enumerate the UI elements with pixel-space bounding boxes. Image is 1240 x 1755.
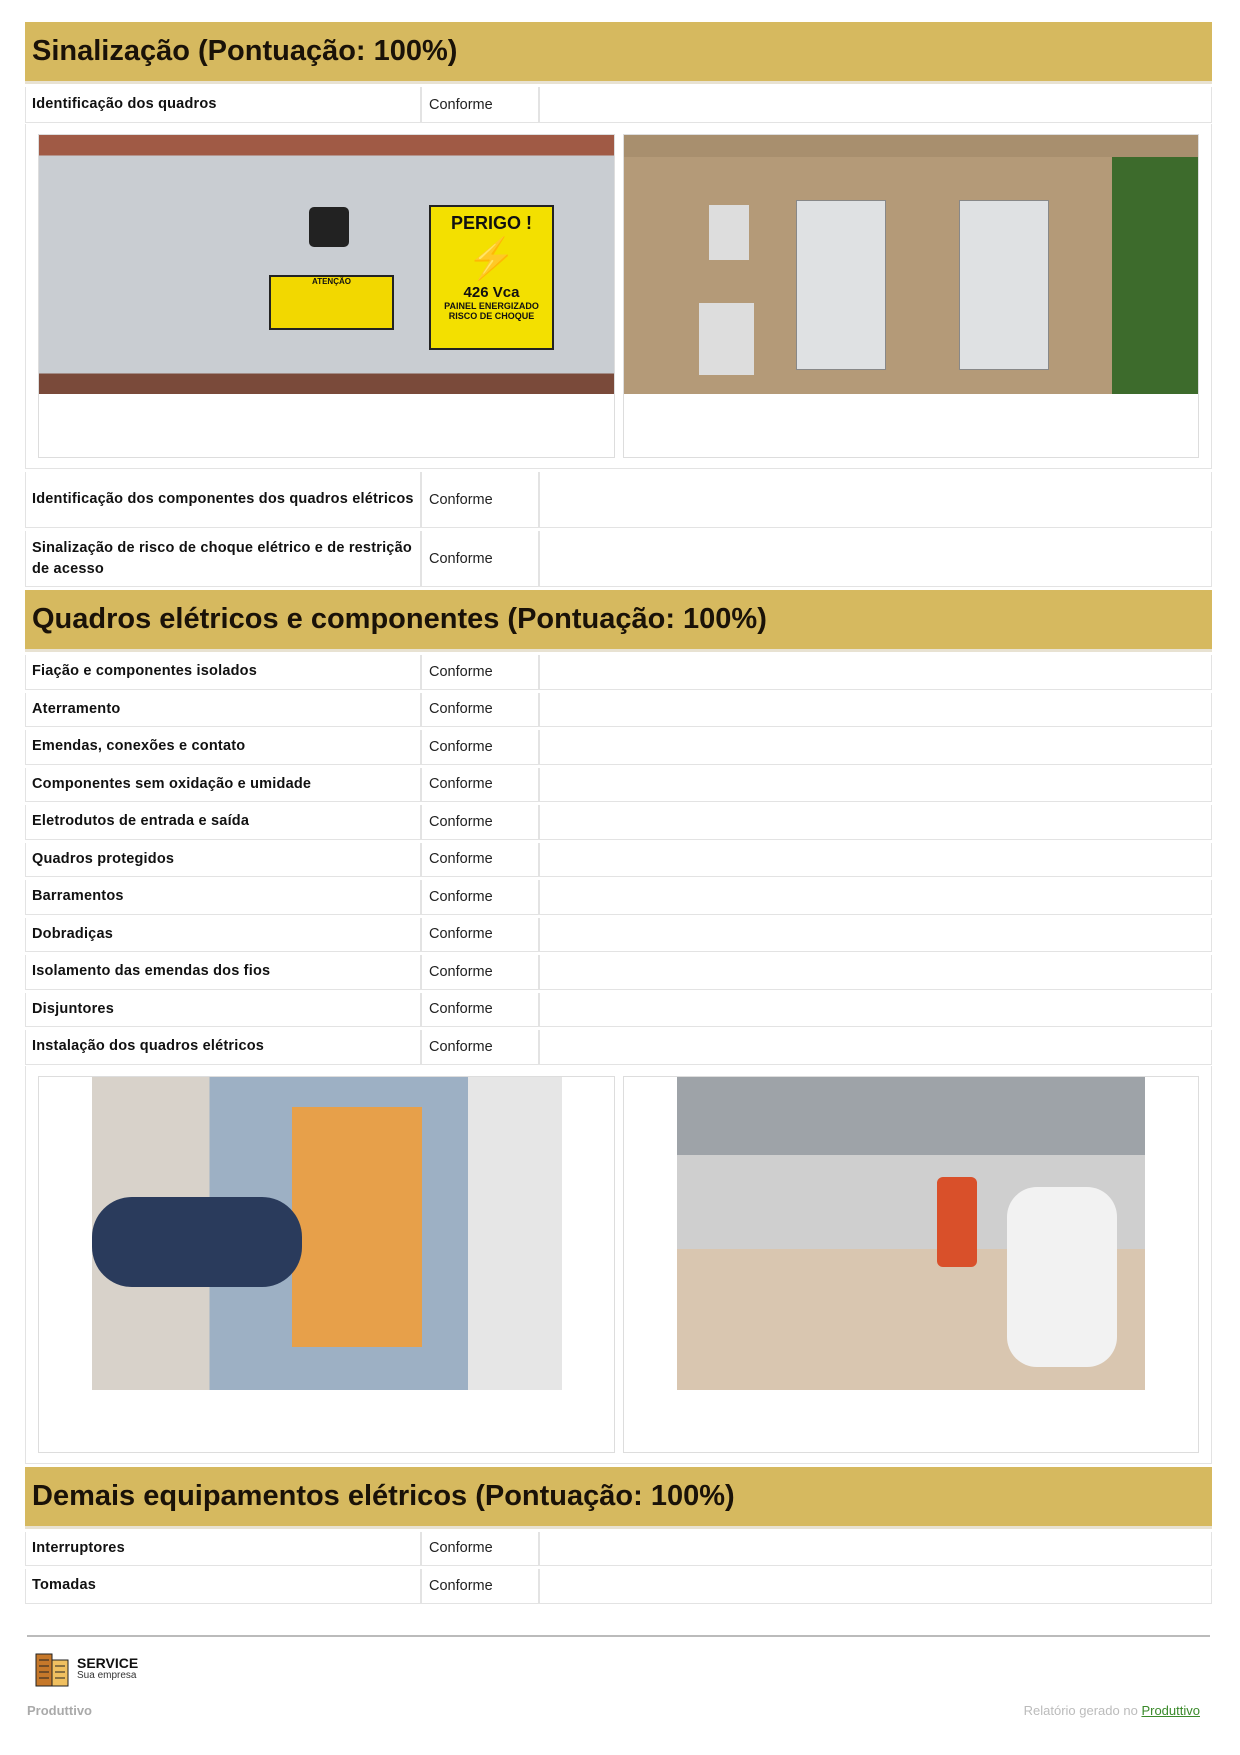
question: Identificação dos quadros	[26, 87, 422, 122]
photo-panel-warning: ATENÇÃO PERIGO ! ⚡ 426 Vca PAINEL ENERGIZADO RISCO DE CHOQUE	[39, 135, 614, 394]
table-row	[25, 655, 1212, 690]
atencao-sign: ATENÇÃO	[269, 275, 394, 330]
building-icon	[33, 1648, 73, 1688]
question: Emendas, conexões e contato	[26, 730, 422, 764]
answer: Conforme	[422, 730, 540, 764]
question: Instalação dos quadros elétricos	[26, 1030, 422, 1064]
table-row	[25, 1030, 1212, 1065]
answer: Conforme	[422, 1532, 540, 1566]
table-row	[25, 1532, 1212, 1567]
question: Barramentos	[26, 880, 422, 914]
footer-prefix: Relatório gerado no	[1023, 1703, 1138, 1718]
answer: Conforme	[422, 843, 540, 877]
footer-divider	[27, 1635, 1210, 1637]
answer: Conforme	[422, 805, 540, 839]
table-row	[25, 87, 1212, 123]
section-header-demais: Demais equipamentos elétricos (Pontuação: 100%)	[25, 1467, 1212, 1529]
logo-title: SERVICE	[77, 1654, 139, 1671]
answer: Conforme	[422, 693, 540, 727]
photo-frame[interactable]	[38, 1076, 615, 1453]
table-row	[25, 768, 1212, 803]
table-row	[25, 993, 1212, 1028]
question: Sinalização de risco de choque elétrico e de restrição de acesso	[26, 531, 422, 586]
answer: Conforme	[422, 768, 540, 802]
photo-frame[interactable]	[38, 134, 615, 458]
table-row	[25, 880, 1212, 915]
answer: Conforme	[422, 531, 540, 586]
photo-technician-panel	[92, 1077, 562, 1390]
question: Identificação dos componentes dos quadros elétricos	[26, 472, 422, 527]
answer: Conforme	[422, 955, 540, 989]
table-row	[25, 730, 1212, 765]
answer: Conforme	[422, 918, 540, 952]
answer: Conforme	[422, 993, 540, 1027]
question: Disjuntores	[26, 993, 422, 1027]
table-row	[25, 805, 1212, 840]
answer: Conforme	[422, 1569, 540, 1603]
logo-subtitle: Sua empresa	[77, 1669, 137, 1681]
section-header-sinalizacao: Sinalização (Pontuação: 100%)	[25, 22, 1212, 84]
question: Interruptores	[26, 1532, 422, 1566]
table-row	[25, 1569, 1212, 1604]
question: Isolamento das emendas dos fios	[26, 955, 422, 989]
perigo-text: PERIGO !	[450, 213, 532, 233]
table-row	[25, 843, 1212, 878]
volts-text: 426 Vca	[463, 284, 520, 301]
answer: Conforme	[422, 472, 540, 527]
question: Quadros protegidos	[26, 843, 422, 877]
company-logo	[33, 1648, 138, 1688]
answer: Conforme	[422, 1030, 540, 1064]
photo-frame[interactable]	[623, 134, 1200, 458]
question: Tomadas	[26, 1569, 422, 1603]
footer-right-text	[1024, 1703, 1200, 1718]
report-page	[25, 22, 1212, 1604]
table-row	[25, 918, 1212, 953]
question: Aterramento	[26, 693, 422, 727]
answer: Conforme	[422, 87, 540, 122]
table-row	[25, 531, 1212, 587]
section-header-quadros: Quadros elétricos e componentes (Pontuação: 100%)	[25, 590, 1212, 652]
painel-text: PAINEL ENERGIZADO RISCO DE CHOQUE	[444, 301, 539, 321]
question: Dobradiças	[26, 918, 422, 952]
table-row	[25, 693, 1212, 728]
photo-electrical-boxes	[624, 135, 1199, 394]
question: Fiação e componentes isolados	[26, 655, 422, 689]
table-row	[25, 472, 1212, 528]
photo-gallery	[25, 1066, 1212, 1464]
table-row	[25, 955, 1212, 990]
photo-frame[interactable]	[623, 1076, 1200, 1453]
answer: Conforme	[422, 880, 540, 914]
footer-left-text: Produttivo	[27, 1703, 92, 1718]
photo-multimeter-panel	[677, 1077, 1145, 1390]
answer: Conforme	[422, 655, 540, 689]
question: Eletrodutos de entrada e saída	[26, 805, 422, 839]
question: Componentes sem oxidação e umidade	[26, 768, 422, 802]
photo-gallery	[25, 124, 1212, 469]
produttivo-link[interactable]: Produttivo	[1141, 1703, 1200, 1718]
